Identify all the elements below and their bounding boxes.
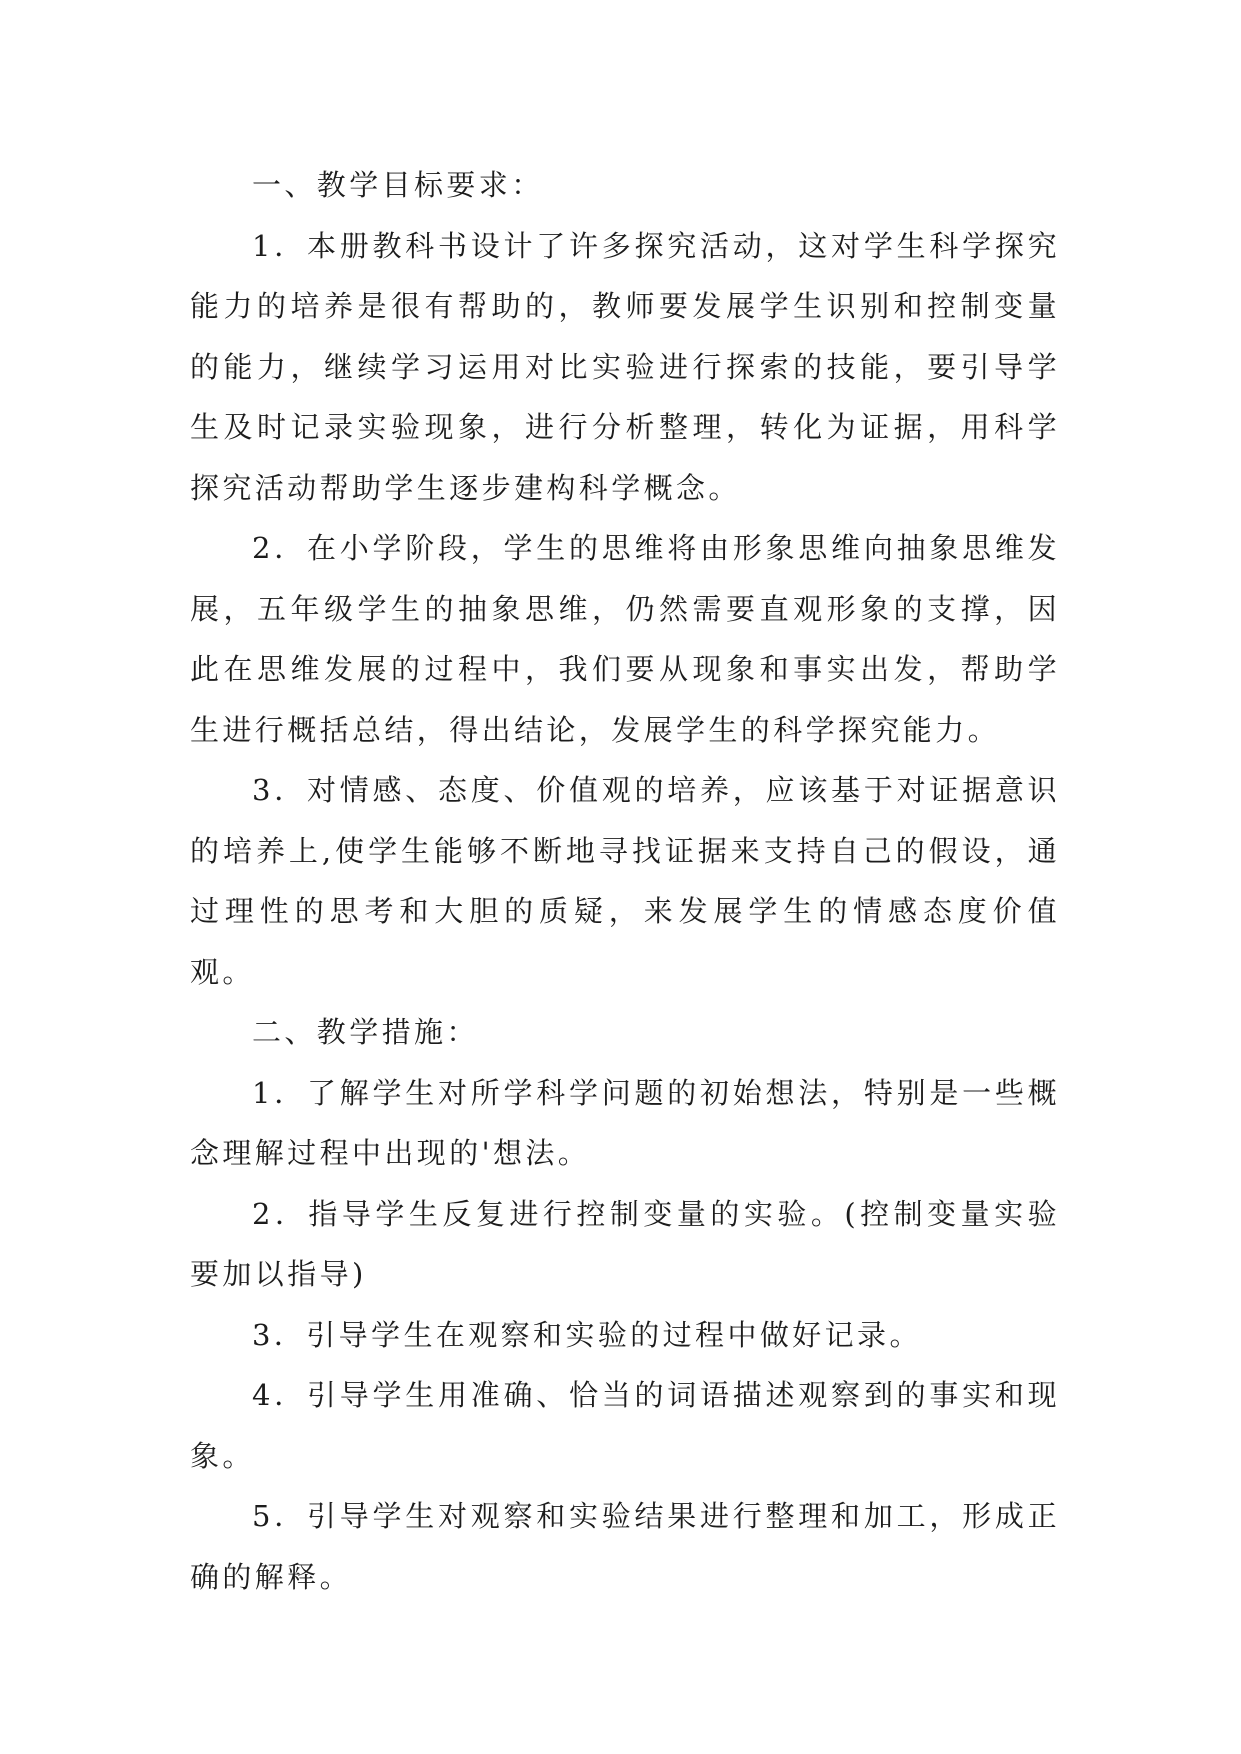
measure-paragraph-5: 5．引导学生对观察和实验结果进行整理和加工，形成正确的解释。	[190, 1499, 1060, 1594]
goal-paragraph-3: 3．对情感、态度、价值观的培养，应该基于对证据意识的培养上,使学生能够不断地寻找证据来支持自己的假设，通过理性的思考和大胆的质疑，来发展学生的情感态度价值观。	[190, 773, 1060, 989]
measure-paragraph-2: 2．指导学生反复进行控制变量的实验。(控制变量实验要加以指导)	[190, 1196, 1060, 1291]
goal-paragraph-1: 1．本册教科书设计了许多探究活动，这对学生科学探究能力的培养是很有帮助的，教师要发展学生识别和控制变量的能力，继续学习运用对比实验进行探索的技能，要引导学生及时记录实验现象，进行分析整理，转化为证据，用科学探究活动帮助学生逐步建构科学概念。	[190, 228, 1060, 505]
section-heading-teaching-goals: 一、教学目标要求：	[252, 168, 544, 202]
section-heading-teaching-measures: 二、教学措施：	[252, 1015, 479, 1049]
measure-paragraph-4: 4．引导学生用准确、恰当的词语描述观察到的事实和现象。	[190, 1378, 1060, 1473]
measure-paragraph-1: 1．了解学生对所学科学问题的初始想法，特别是一些概念理解过程中出现的'想法。	[190, 1075, 1060, 1170]
goal-paragraph-2: 2．在小学阶段，学生的思维将由形象思维向抽象思维发展，五年级学生的抽象思维，仍然需要直观形象的支撑，因此在思维发展的过程中，我们要从现象和事实出发，帮助学生进行概括总结，得出结论，发展学生的科学探究能力。	[190, 531, 1060, 747]
document-body	[190, 155, 1060, 1607]
measure-paragraph-3: 3．引导学生在观察和实验的过程中做好记录。	[252, 1317, 922, 1352]
